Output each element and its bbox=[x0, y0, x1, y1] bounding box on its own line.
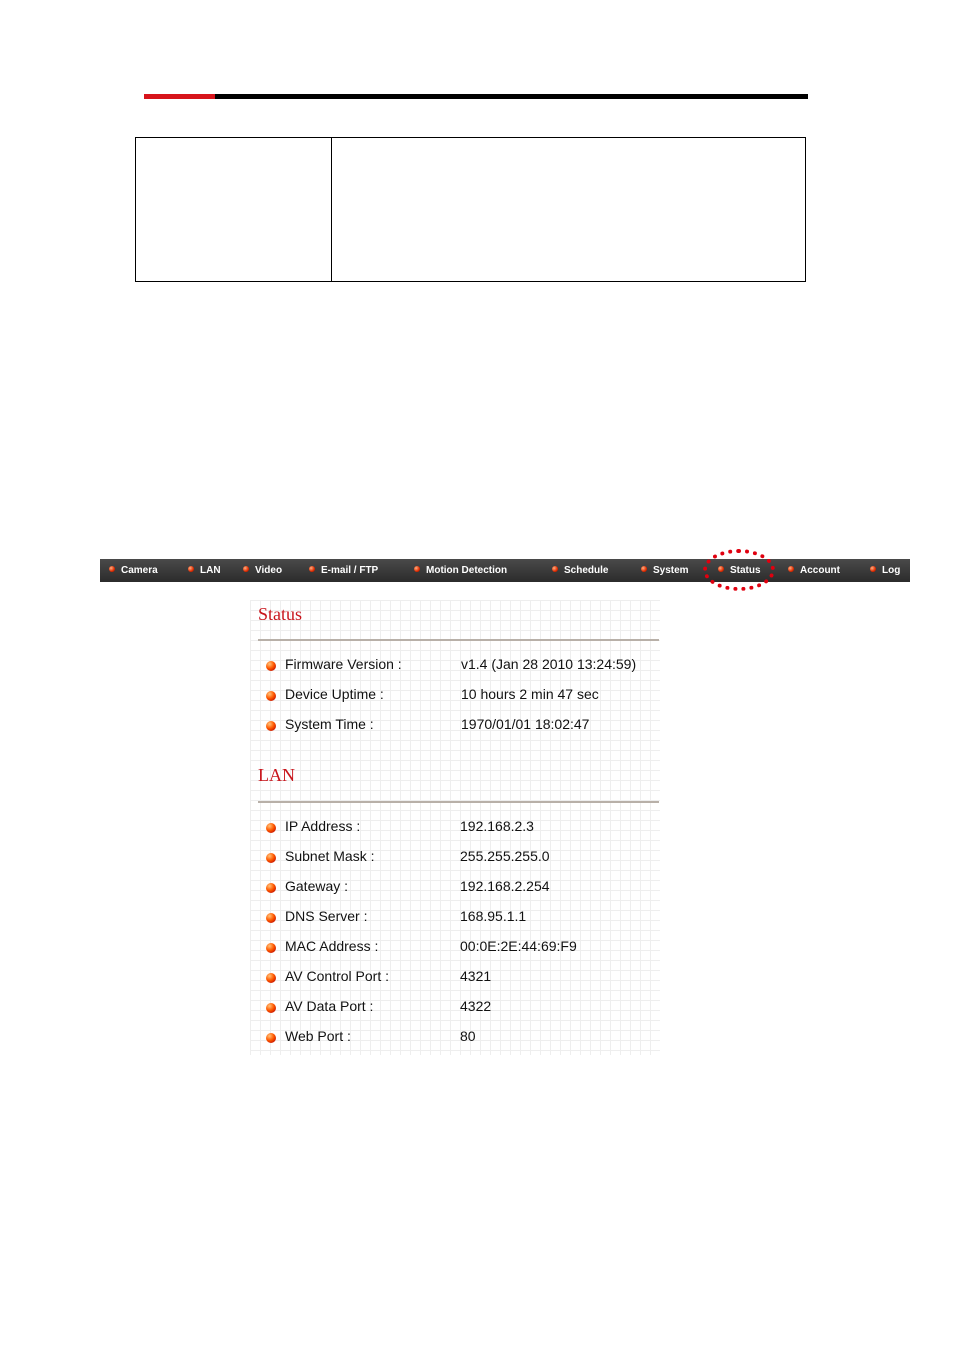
header-rule-red bbox=[144, 94, 215, 99]
section-title-status: Status bbox=[258, 604, 303, 624]
nav-bullet-icon bbox=[552, 566, 558, 572]
nav-label: Schedule bbox=[564, 565, 609, 576]
top-navigation-bar bbox=[100, 559, 910, 582]
row-value: 255.255.255.0 bbox=[460, 848, 550, 864]
row-label: System Time : bbox=[285, 716, 374, 732]
nav-label: Camera bbox=[121, 565, 158, 576]
row-value: 168.95.1.1 bbox=[460, 908, 527, 924]
nav-bullet-icon bbox=[788, 566, 794, 572]
bullet-icon bbox=[266, 823, 276, 833]
row-label: Web Port : bbox=[285, 1028, 351, 1044]
section-title-lan: LAN bbox=[258, 765, 295, 785]
row-value: 80 bbox=[460, 1028, 476, 1044]
row-value: v1.4 (Jan 28 2010 13:24:59) bbox=[461, 656, 637, 672]
bullet-icon bbox=[266, 913, 276, 923]
nav-item-lan[interactable] bbox=[188, 559, 221, 582]
nav-label: System bbox=[653, 565, 689, 576]
row-label: Device Uptime : bbox=[285, 686, 384, 702]
nav-label: Motion Detection bbox=[426, 565, 508, 576]
nav-item-schedule[interactable] bbox=[552, 559, 608, 582]
document-table bbox=[135, 137, 806, 282]
nav-bullet-icon bbox=[641, 566, 647, 572]
bullet-icon bbox=[266, 1003, 276, 1013]
nav-label: E-mail / FTP bbox=[321, 565, 379, 576]
table-column-divider bbox=[331, 138, 332, 281]
nav-item-camera[interactable] bbox=[109, 559, 158, 582]
nav-item-email-ftp[interactable] bbox=[309, 559, 378, 582]
status-highlight-circle bbox=[703, 549, 775, 591]
nav-label: Log bbox=[882, 565, 901, 576]
row-label: IP Address : bbox=[285, 818, 361, 834]
row-value: 1970/01/01 18:02:47 bbox=[461, 716, 590, 732]
row-label: MAC Address : bbox=[285, 938, 379, 954]
nav-label: Video bbox=[255, 565, 283, 576]
bullet-icon bbox=[266, 721, 276, 731]
bullet-icon bbox=[266, 1033, 276, 1043]
row-label: Firmware Version : bbox=[285, 656, 402, 672]
nav-item-log[interactable] bbox=[870, 559, 900, 582]
bullet-icon bbox=[266, 943, 276, 953]
row-label: AV Control Port : bbox=[285, 968, 390, 984]
row-value: 192.168.2.254 bbox=[460, 878, 550, 894]
nav-bullet-icon bbox=[188, 566, 194, 572]
nav-bullet-icon bbox=[870, 566, 876, 572]
nav-label: LAN bbox=[200, 565, 221, 576]
bullet-icon bbox=[266, 853, 276, 863]
row-value: 00:0E:2E:44:69:F9 bbox=[460, 938, 577, 954]
nav-bullet-icon bbox=[414, 566, 420, 572]
row-value: 192.168.2.3 bbox=[460, 818, 534, 834]
nav-item-system[interactable] bbox=[641, 559, 689, 582]
nav-label: Account bbox=[800, 565, 840, 576]
nav-bullet-icon bbox=[243, 566, 249, 572]
row-label: AV Data Port : bbox=[285, 998, 374, 1014]
row-label: Subnet Mask : bbox=[285, 848, 375, 864]
nav-bullet-icon bbox=[109, 566, 115, 572]
nav-item-video[interactable] bbox=[243, 559, 282, 582]
row-label: Gateway : bbox=[285, 878, 349, 894]
nav-item-account[interactable] bbox=[788, 559, 840, 582]
row-label: DNS Server : bbox=[285, 908, 368, 924]
bullet-icon bbox=[266, 883, 276, 893]
bullet-icon bbox=[266, 973, 276, 983]
bullet-icon bbox=[266, 661, 276, 671]
nav-bullet-icon bbox=[309, 566, 315, 572]
nav-item-motion-detection[interactable] bbox=[414, 559, 507, 582]
header-rule-black bbox=[215, 94, 808, 99]
row-value: 10 hours 2 min 47 sec bbox=[461, 686, 599, 702]
bullet-icon bbox=[266, 691, 276, 701]
section-rule-status bbox=[258, 639, 659, 641]
nav-label: Status bbox=[730, 565, 761, 576]
row-value: 4321 bbox=[460, 968, 492, 984]
section-rule-lan bbox=[258, 801, 659, 803]
row-value: 4322 bbox=[460, 998, 492, 1014]
